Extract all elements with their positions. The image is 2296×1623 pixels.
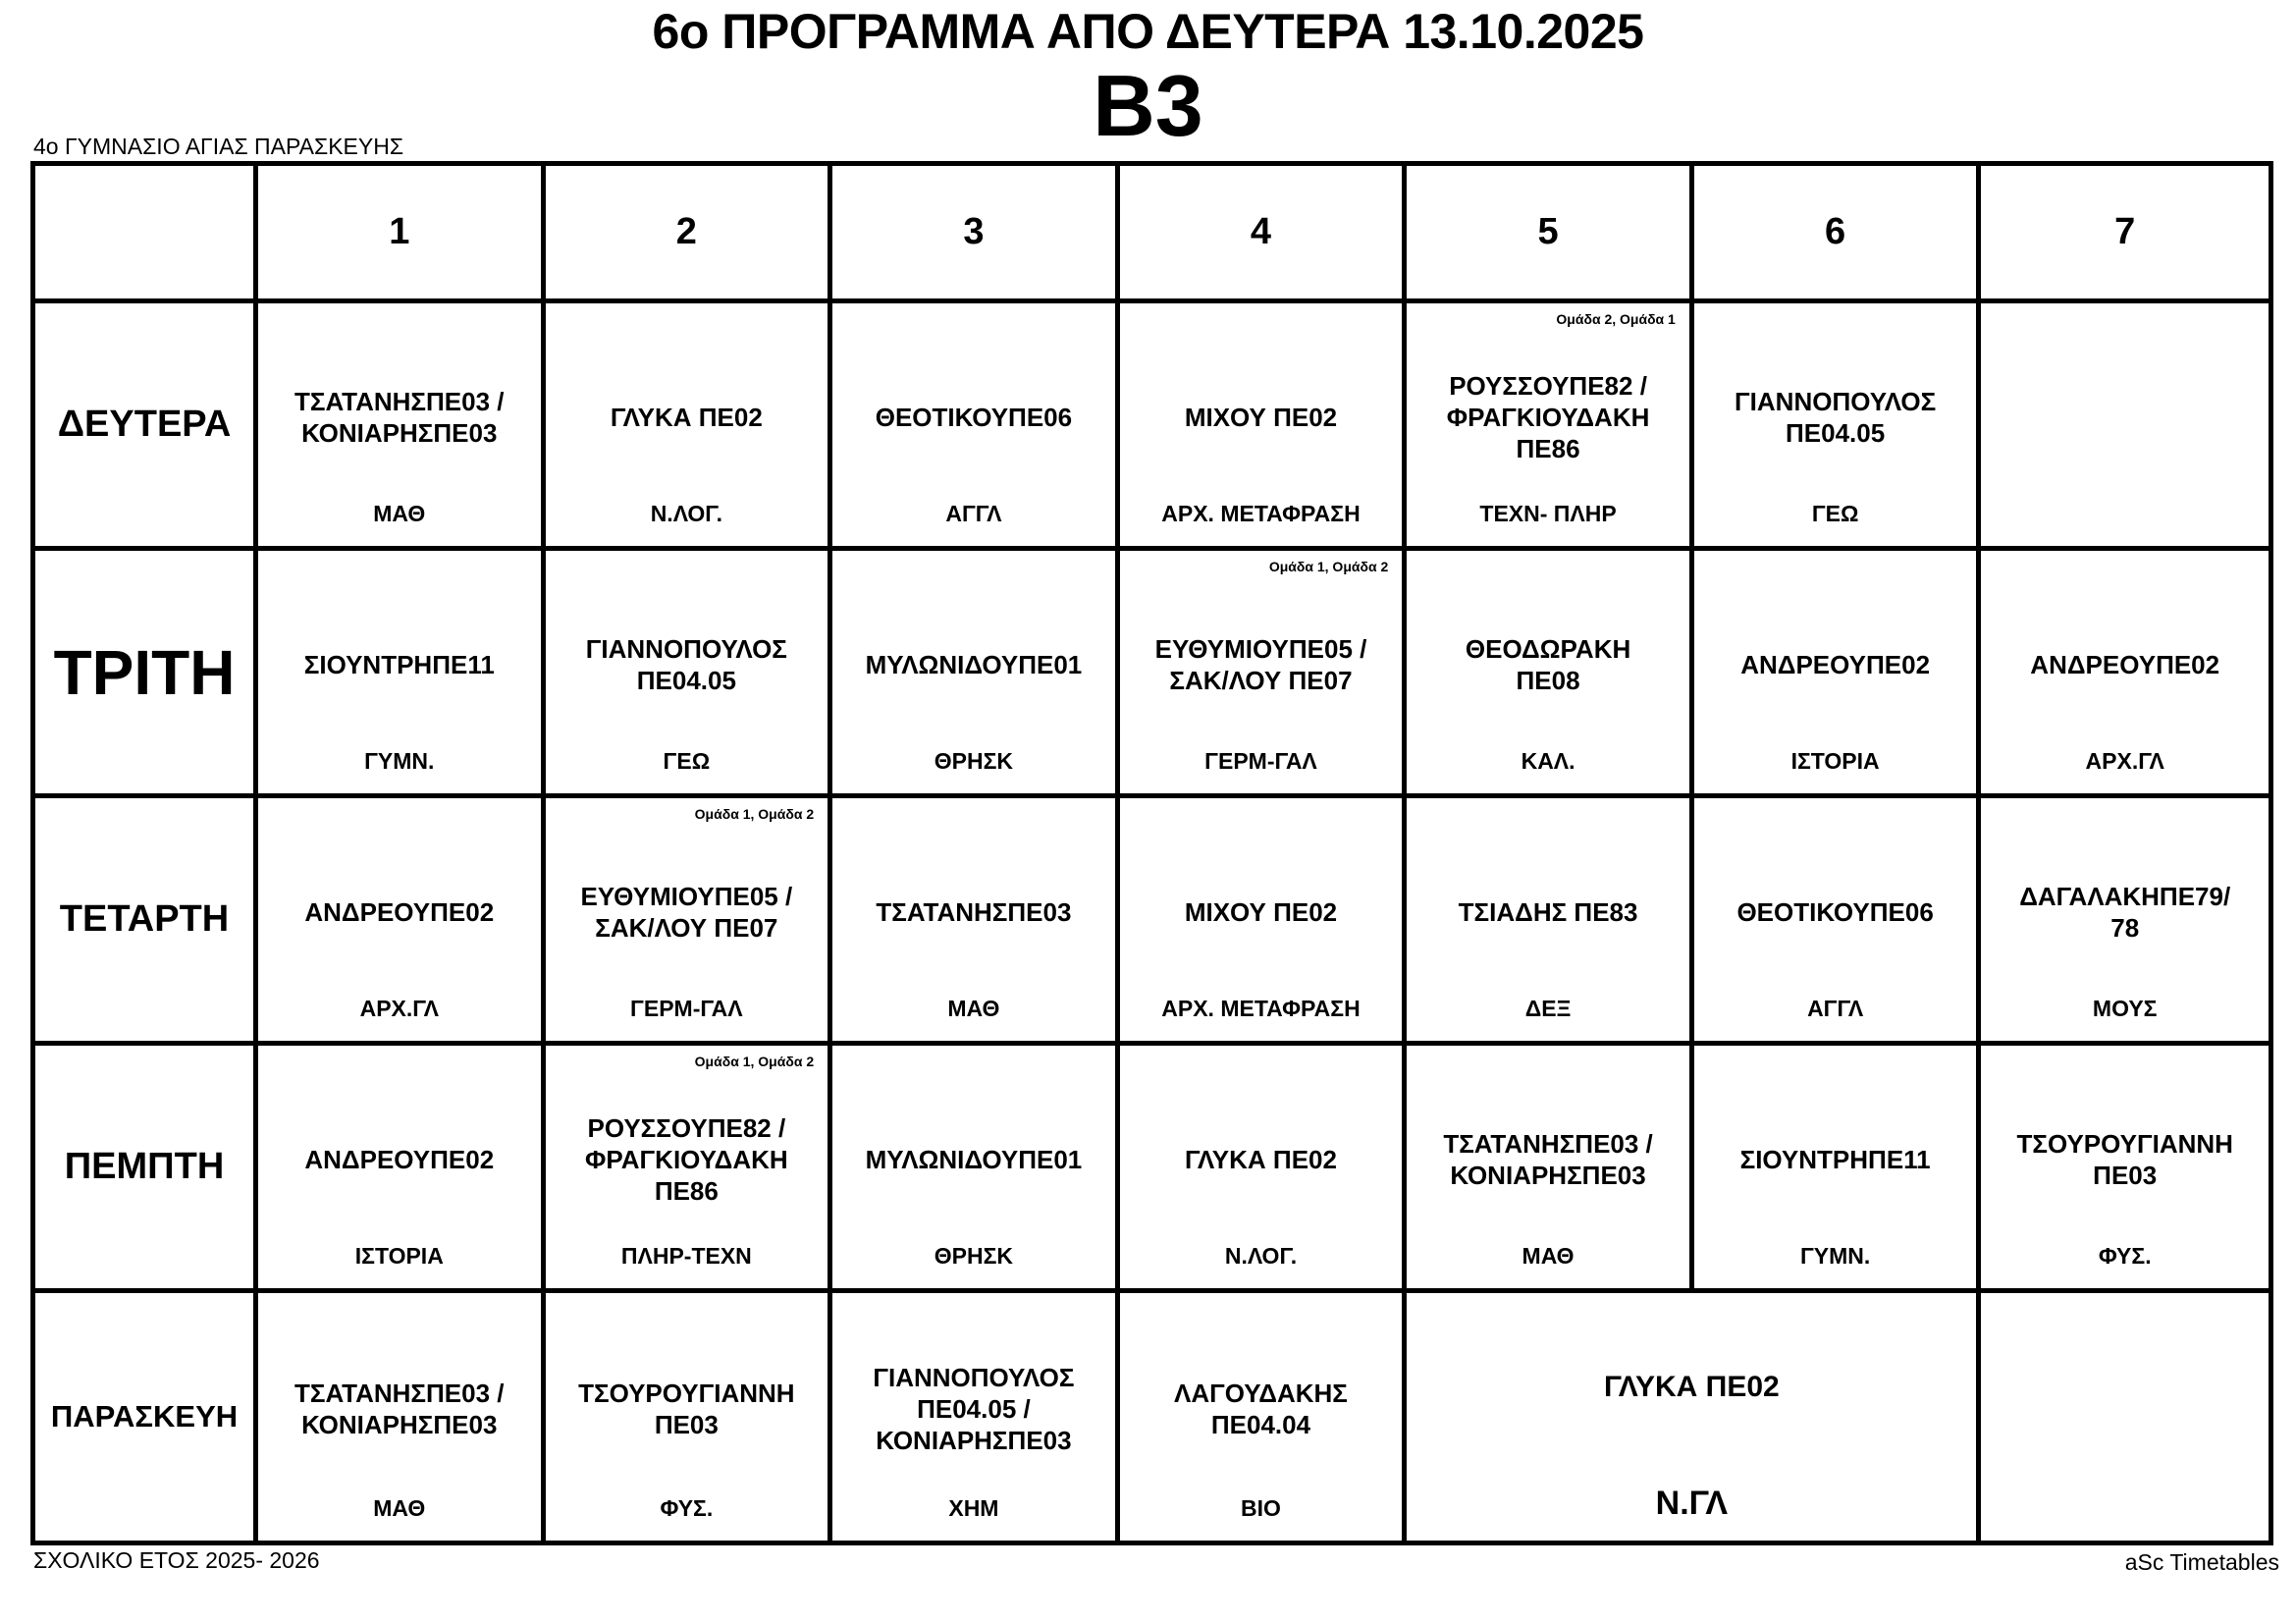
subject-name: ΑΡΧ.ΓΛ xyxy=(359,996,439,1021)
teacher-name: ΡΟΥΣΣΟΥΠΕ82 / ΦΡΑΓΚΙΟΥΔΑΚΗ ΠΕ86 xyxy=(585,1112,788,1206)
lesson-cell xyxy=(832,551,1120,798)
lesson-cell xyxy=(1120,1293,1408,1541)
teacher-name: ΑΝΔΡΕΟΥΠΕ02 xyxy=(304,1144,495,1174)
lesson-cell xyxy=(1120,1046,1408,1293)
period-number: 1 xyxy=(389,211,410,252)
teacher-name: ΑΝΔΡΕΟΥΠΕ02 xyxy=(2030,649,2220,679)
subject-name: ΜΑΘ xyxy=(1522,1243,1575,1269)
subject-name: ΑΡΧ. ΜΕΤΑΦΡΑΣΗ xyxy=(1161,501,1361,526)
empty-lesson-cell xyxy=(1981,1293,2269,1541)
lesson-cell xyxy=(1694,1046,1982,1293)
teacher-name: ΤΣΑΤΑΝΗΣΠΕ03 xyxy=(876,896,1072,927)
lesson-cell xyxy=(1981,551,2269,798)
period-header xyxy=(1694,166,1982,303)
lesson-cell xyxy=(1407,1293,1981,1541)
subject-name: ΜΟΥΣ xyxy=(2092,996,2158,1021)
lesson-cell xyxy=(258,303,546,551)
subject-name: ΦΥΣ. xyxy=(2098,1243,2152,1269)
lesson-cell xyxy=(1120,551,1408,798)
teacher-name: ΓΛΥΚΑ ΠΕ02 xyxy=(1185,1144,1337,1174)
group-label: Ομάδα 1, Ομάδα 2 xyxy=(1268,559,1389,574)
lesson-cell xyxy=(832,1293,1120,1541)
day-name: ΤΡΙΤΗ xyxy=(53,636,236,708)
teacher-name: ΣΙΟΥΝΤΡΗΠΕ11 xyxy=(303,649,495,679)
lesson-cell xyxy=(1981,798,2269,1046)
lesson-cell xyxy=(1407,1046,1694,1293)
teacher-name: ΜΙΧΟΥ ΠΕ02 xyxy=(1184,896,1338,927)
day-cell xyxy=(35,551,258,798)
subject-name: ΑΡΧ.ΓΛ xyxy=(2085,748,2164,774)
group-label: Ομάδα 1, Ομάδα 2 xyxy=(694,1054,815,1069)
teacher-name: ΜΥΛΩΝΙΔΟΥΠΕ01 xyxy=(865,649,1083,679)
lesson-cell xyxy=(1120,303,1408,551)
period-header xyxy=(1407,166,1694,303)
subject-name: ΓΕΡΜ-ΓΑΛ xyxy=(630,996,743,1021)
lesson-cell xyxy=(258,798,546,1046)
subject-name: ΙΣΤΟΡΙΑ xyxy=(354,1243,444,1269)
day-cell xyxy=(35,303,258,551)
lesson-cell xyxy=(546,551,833,798)
period-header xyxy=(1981,166,2269,303)
lesson-cell xyxy=(1120,798,1408,1046)
teacher-name: ΣΙΟΥΝΤΡΗΠΕ11 xyxy=(1739,1144,1931,1174)
school-year: ΣΧΟΛΙΚΟ ΕΤΟΣ 2025- 2026 xyxy=(33,1547,320,1573)
class-name: B3 xyxy=(1093,57,1203,154)
period-number: 2 xyxy=(675,211,697,252)
software-credit: aSc Timetables xyxy=(2124,1549,2279,1575)
teacher-name: ΓΙΑΝΝΟΠΟΥΛΟΣ ΠΕ04.05 xyxy=(1735,386,1937,448)
teacher-name: ΜΙΧΟΥ ΠΕ02 xyxy=(1184,402,1338,432)
day-cell xyxy=(35,1046,258,1293)
lesson-cell xyxy=(258,551,546,798)
period-header xyxy=(832,166,1120,303)
subject-name: ΜΑΘ xyxy=(947,996,1000,1021)
period-number: 4 xyxy=(1250,211,1272,252)
school-name: 4ο ΓΥΜΝΑΣΙΟ ΑΓΙΑΣ ΠΑΡΑΣΚΕΥΗΣ xyxy=(33,134,404,159)
lesson-cell xyxy=(1981,1046,2269,1293)
teacher-name: ΓΛΥΚΑ ΠΕ02 xyxy=(610,402,763,432)
corner-cell xyxy=(35,166,258,303)
day-name: ΠΑΡΑΣΚΕΥΗ xyxy=(50,1399,239,1434)
lesson-cell xyxy=(1694,303,1982,551)
teacher-name: ΓΛΥΚΑ ΠΕ02 xyxy=(1603,1371,1780,1403)
lesson-cell xyxy=(1407,551,1694,798)
subject-name: ΤΕΧΝ- ΠΛΗΡ xyxy=(1479,501,1617,526)
teacher-name: ΛΑΓΟΥΔΑΚΗΣ ΠΕ04.04 xyxy=(1174,1379,1348,1439)
teacher-name: ΤΣΟΥΡΟΥΓΙΑΝΝΗ ΠΕ03 xyxy=(578,1379,795,1439)
lesson-cell xyxy=(258,1046,546,1293)
teacher-name: ΤΣΙΑΔΗΣ ΠΕ83 xyxy=(1458,896,1638,927)
day-name: ΤΕΤΑΡΤΗ xyxy=(59,898,230,940)
teacher-name: ΕΥΘΥΜΙΟΥΠΕ05 / ΣΑΚ/ΛΟΥ ΠΕ07 xyxy=(580,881,793,943)
lesson-cell xyxy=(1694,798,1982,1046)
lesson-cell xyxy=(546,798,833,1046)
subject-name: ΦΥΣ. xyxy=(660,1495,714,1521)
teacher-name: ΑΝΔΡΕΟΥΠΕ02 xyxy=(304,896,495,927)
subject-name: ΑΡΧ. ΜΕΤΑΦΡΑΣΗ xyxy=(1161,996,1361,1021)
subject-name: ΜΑΘ xyxy=(373,1495,426,1521)
teacher-name: ΤΣΑΤΑΝΗΣΠΕ03 / ΚΟΝΙΑΡΗΣΠΕ03 xyxy=(294,386,505,448)
day-name: ΠΕΜΠΤΗ xyxy=(64,1146,225,1187)
empty-lesson-cell xyxy=(1981,303,2269,551)
period-number: 5 xyxy=(1537,211,1559,252)
teacher-name: ΓΙΑΝΝΟΠΟΥΛΟΣ ΠΕ04.05 / ΚΟΝΙΑΡΗΣΠΕ03 xyxy=(873,1363,1075,1455)
group-label: Ομάδα 2, Ομάδα 1 xyxy=(1556,311,1676,327)
teacher-name: ΘΕΟΤΙΚΟΥΠΕ06 xyxy=(1736,896,1934,927)
lesson-cell xyxy=(1407,303,1694,551)
day-cell xyxy=(35,1293,258,1541)
lesson-cell xyxy=(1407,798,1694,1046)
teacher-name: ΔΑΓΑΛΑΚΗΠΕ79/ 78 xyxy=(2019,881,2231,943)
subject-name: ΙΣΤΟΡΙΑ xyxy=(1790,748,1880,774)
period-number: 3 xyxy=(963,211,985,252)
subject-name: ΒΙΟ xyxy=(1241,1495,1281,1521)
subject-name: ΑΓΓΛ xyxy=(1807,996,1864,1021)
period-number: 7 xyxy=(2114,211,2136,252)
day-cell xyxy=(35,798,258,1046)
period-header xyxy=(258,166,546,303)
subject-name: ΜΑΘ xyxy=(373,501,426,526)
teacher-name: ΘΕΟΤΙΚΟΥΠΕ06 xyxy=(875,402,1073,432)
timetable-grid xyxy=(30,161,2273,1545)
timetable-title: 6ο ΠΡΟΓΡΑΜΜΑ ΑΠΟ ΔΕΥΤΕΡΑ 13.10.2025 xyxy=(652,4,1644,59)
subject-name: ΧΗΜ xyxy=(948,1495,999,1521)
lesson-cell xyxy=(546,1293,833,1541)
teacher-name: ΘΕΟΔΩΡΑΚΗ ΠΕ08 xyxy=(1465,633,1631,695)
teacher-name: ΕΥΘΥΜΙΟΥΠΕ05 / ΣΑΚ/ΛΟΥ ΠΕ07 xyxy=(1154,633,1367,695)
subject-name: ΓΥΜΝ. xyxy=(1799,1243,1871,1269)
subject-name: ΓΕΡΜ-ΓΑΛ xyxy=(1204,748,1317,774)
subject-name: ΘΡΗΣΚ xyxy=(934,1243,1014,1269)
teacher-name: ΓΙΑΝΝΟΠΟΥΛΟΣ ΠΕ04.05 xyxy=(585,633,787,695)
lesson-cell xyxy=(832,1046,1120,1293)
lesson-cell xyxy=(1694,551,1982,798)
lesson-cell xyxy=(546,303,833,551)
group-label: Ομάδα 1, Ομάδα 2 xyxy=(694,806,815,822)
teacher-name: ΡΟΥΣΣΟΥΠΕ82 / ΦΡΑΓΚΙΟΥΔΑΚΗ ΠΕ86 xyxy=(1446,370,1650,463)
subject-name: Ν.ΛΟΓ. xyxy=(1224,1243,1298,1269)
lesson-cell xyxy=(832,798,1120,1046)
teacher-name: ΤΣΑΤΑΝΗΣΠΕ03 / ΚΟΝΙΑΡΗΣΠΕ03 xyxy=(294,1379,505,1439)
teacher-name: ΤΣΟΥΡΟΥΓΙΑΝΝΗ ΠΕ03 xyxy=(2016,1128,2233,1190)
subject-name: ΑΓΓΛ xyxy=(945,501,1002,526)
subject-name: ΚΑΛ. xyxy=(1521,748,1575,774)
lesson-cell xyxy=(832,303,1120,551)
period-header xyxy=(546,166,833,303)
subject-name: Ν.ΓΛ xyxy=(1655,1485,1729,1522)
lesson-cell xyxy=(546,1046,833,1293)
subject-name: ΓΕΩ xyxy=(1811,501,1859,526)
teacher-name: ΜΥΛΩΝΙΔΟΥΠΕ01 xyxy=(865,1144,1083,1174)
period-number: 6 xyxy=(1825,211,1846,252)
subject-name: ΓΕΩ xyxy=(663,748,711,774)
lesson-cell xyxy=(258,1293,546,1541)
subject-name: ΔΕΞ xyxy=(1524,996,1572,1021)
subject-name: Ν.ΛΟΓ. xyxy=(650,501,722,526)
subject-name: ΓΥΜΝ. xyxy=(364,748,435,774)
subject-name: ΠΛΗΡ-ΤΕΧΝ xyxy=(620,1243,752,1269)
teacher-name: ΑΝΔΡΕΟΥΠΕ02 xyxy=(1740,649,1931,679)
teacher-name: ΤΣΑΤΑΝΗΣΠΕ03 / ΚΟΝΙΑΡΗΣΠΕ03 xyxy=(1443,1128,1653,1190)
subject-name: ΘΡΗΣΚ xyxy=(934,748,1014,774)
period-header xyxy=(1120,166,1408,303)
day-name: ΔΕΥΤΕΡΑ xyxy=(57,404,232,445)
